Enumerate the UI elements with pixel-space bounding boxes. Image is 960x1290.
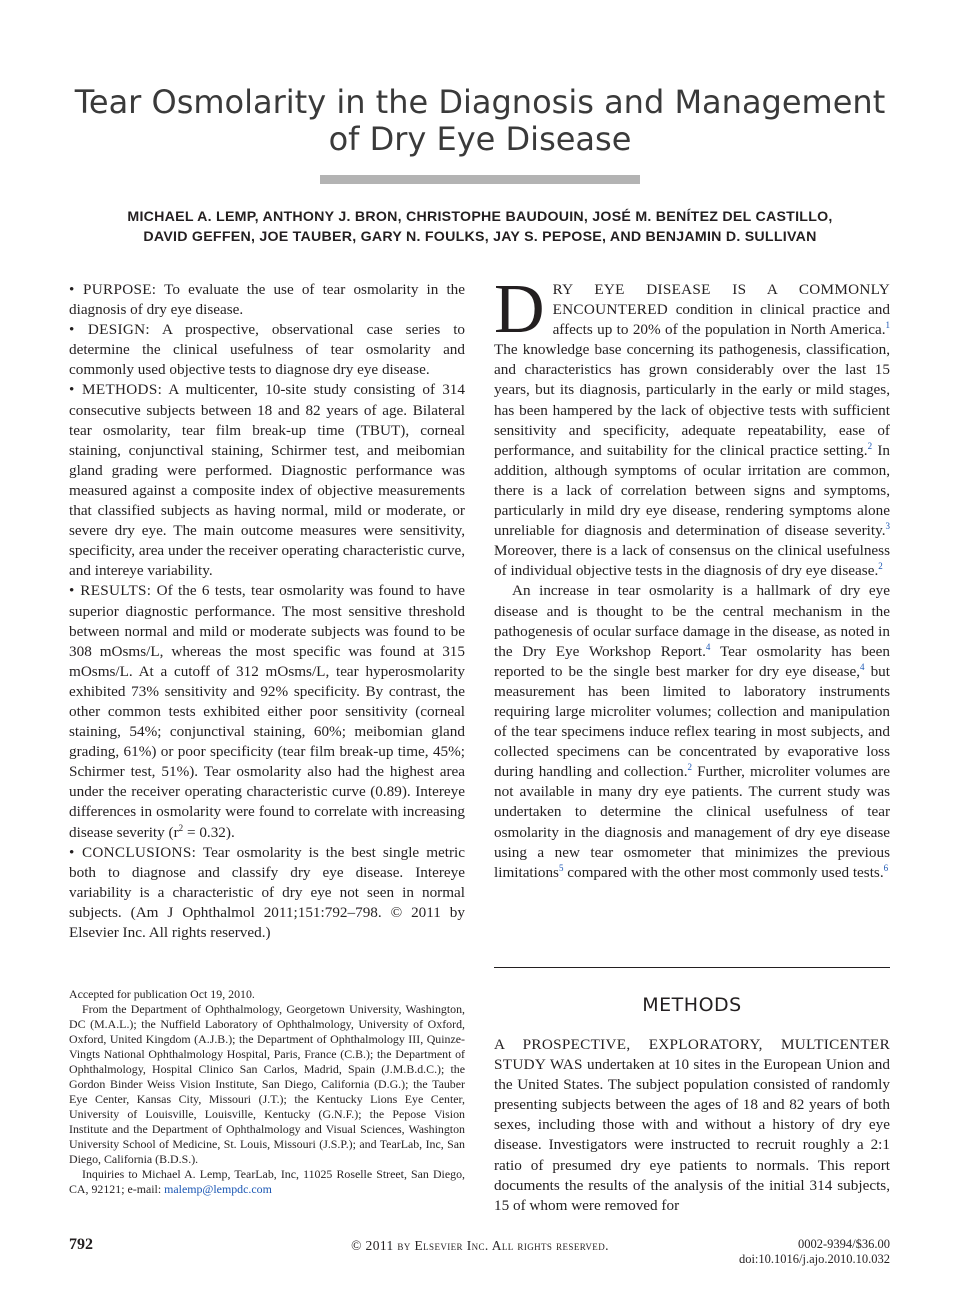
- title-divider: [320, 175, 640, 184]
- ref-link[interactable]: 4: [705, 641, 711, 652]
- conclusions-label: • CONCLUSIONS:: [69, 843, 197, 861]
- drop-cap: D: [494, 271, 545, 348]
- abstract-results: [69, 581, 465, 842]
- abstract-conclusions: [69, 843, 465, 943]
- intro-paragraph-2: [494, 581, 890, 882]
- ref-link[interactable]: 2: [687, 762, 693, 773]
- results-label: • RESULTS:: [69, 582, 152, 600]
- affiliation-footnote: [69, 987, 465, 1197]
- intro-paragraph-1: [494, 271, 891, 581]
- doi-link[interactable]: doi:10.1016/j.ajo.2010.10.032: [738, 1252, 890, 1266]
- methods-label: • METHODS:: [69, 381, 163, 399]
- methods-heading: METHODS: [642, 994, 742, 1016]
- section-divider: [494, 967, 890, 968]
- issn: 0002-9394/$36.00: [797, 1237, 890, 1251]
- intro-text: In addition, although symptoms of ocular irritation are common, there is a lack of correlation between signs and symptoms, particularly in mild dry eye disease, rendering symptoms alone unreliable for diagnosis and determination of disease severity.: [494, 441, 891, 540]
- ref-link[interactable]: 4: [860, 661, 865, 672]
- author-line-2: DAVID GEFFEN, JOE TAUBER, GARY N. FOULKS, JAY S. PEPOSE, AND BENJAMIN D. SULLIVAN: [143, 229, 817, 245]
- purpose-text: To evaluate the use of tear osmolarity in the diagnosis of dry eye disease.: [69, 281, 465, 319]
- design-label: • DESIGN:: [69, 321, 150, 339]
- methods-text: A multicenter, 10-site study consisting of 314 consecutive subjects between 18 and 82 years of age. Bilateral tear osmolarity, tear film break-up time (TBUT), corneal staining, conjunctival staining, Schirmer test, and meibomian gland grading were performed. Diagnostic performance was measured against a composite index of objective measurements that classified subjects as having normal, mild or moderate, or severe dry eye. The main outcome measures were sensitivity, specificity, area under the receiver operating characteristic curve, and intereye variability.: [69, 381, 465, 580]
- issn-doi: [739, 1237, 890, 1267]
- email-link[interactable]: malemp@lempdc.com: [164, 1182, 272, 1196]
- inquiries: [69, 1167, 465, 1197]
- ref-link[interactable]: 3: [885, 521, 890, 532]
- methods-paragraph: [494, 1035, 890, 1216]
- abstract-purpose: [69, 280, 465, 320]
- intro-text: The knowledge base concerning its pathogenesis, classification, and characteristics has grown considerably over the last 15 years, but its diagnosis, particularly in the early or mild stages, has been hampered by the lack of objective tests with sufficient sensitivity and specificity, adequate repeatability, ease of performance, and suitability for the clinical practice setting.: [494, 341, 890, 459]
- ref-link[interactable]: 1: [885, 320, 890, 331]
- article-title: Tear Osmolarity in the Diagnosis and Management of Dry Eye Disease: [74, 83, 886, 158]
- inquiries-text: Inquiries to Michael A. Lemp, TearLab, Inc, 11025 Roselle Street, San Diego, CA, 92121; e-mail:: [69, 1167, 465, 1196]
- author-list: [60, 207, 900, 247]
- affiliations: From the Department of Ophthalmology, Georgetown University, Washington, DC (M.A.L.); the Nuffield Laboratory of Ophthalmology, University of Oxford, Oxford, United Kingdom (A.J.B.); the Department of Ophthalmology III, Quinze-Vingts National Ophthalmology Hospital, Paris, France (C.B.); the Department of Ophthalmology, Hospital Clinico San Carlos, Madrid, Spain (J.M.B.d.C.); the Gordon Binder Weiss Vision Institute, San Diego, California (D.G.); the Tauber Eye Center, Kansas City, Missouri (J.T.); the Kentucky Lions Eye Center, University of Louisville, Louisville, Kentucky (G.N.F.); the Pepose Vision Institute and the Department of Ophthalmology and Visual Sciences, Washington University School of Medicine, St. Louis, Missouri (J.S.P.); and TearLab, Inc, San Diego, California (B.D.S.).: [69, 1002, 465, 1166]
- intro-text: condition in clinical practice and affects up to 20% of the population in North America.: [552, 301, 890, 339]
- ref-link[interactable]: 6: [883, 862, 889, 873]
- copyright-line: © 2011 by Elsevier Inc. All rights reserved.: [351, 1238, 609, 1253]
- conclusions-text: Tear osmolarity is the best single metric both to diagnose and classify dry eye disease. Intereye variability is a characteristic of dry eye not seen in normal subjects. (Am J Ophthalmol 2011;151:792–798. © 2011 by Elsevier Inc. All rights reserved.): [69, 843, 465, 941]
- ref-link[interactable]: 2: [878, 561, 883, 572]
- design-text: A prospective, observational case series to determine the clinical usefulness of tear osmolarity and commonly used objective tests to diagnose dry eye disease.: [69, 321, 466, 379]
- intro-text: Moreover, there is a lack of consensus on the clinical usefulness of individual objective tests in the diagnosis of dry eye disease.: [494, 542, 890, 580]
- intro-text: Further, microliter volumes are not available in many dry eye patients. The current study was undertaken to determine the clinical usefulness of tear osmolarity in the diagnosis and management of dry eye disease using a new tear osmometer that minimizes the previous limitations: [494, 763, 890, 881]
- results-superscript: 2: [178, 822, 184, 833]
- author-line-1: MICHAEL A. LEMP, ANTHONY J. BRON, CHRISTOPHE BAUDOUIN, JOSÉ M. BENÍTEZ DEL CASTILLO,: [127, 209, 833, 225]
- introduction: [494, 271, 891, 883]
- methods-body: undertaken at 10 sites in the European Union and the United States. The subject population consisted of randomly presenting subjects between the ages of 18 and 82 years of both sexes, including those with and without a history of dry eye disease. Investigators were instructed to recruit roughly a 2:1 ratio of presumed dry eye patients to normals. This report documents the results of the analysis of the initial 314 subjects, 15 of whom were removed for: [494, 1056, 890, 1214]
- intro-text: compared with the other most commonly used tests.: [563, 863, 884, 881]
- methods-section: [494, 1035, 890, 1216]
- intro-text: An increase in tear osmolarity is a hallmark of dry eye disease and is thought to be the central mechanism in the pathogenesis of ocular surface damage in the disease, as noted in the Dry Eye Workshop Report.: [494, 582, 890, 660]
- abstract: [69, 280, 465, 943]
- ref-link[interactable]: 2: [867, 440, 873, 451]
- accepted-date: Accepted for publication Oct 19, 2010.: [69, 987, 255, 1001]
- abstract-methods: [69, 380, 465, 581]
- ref-link[interactable]: 5: [558, 862, 564, 873]
- intro-lead-caps: RY EYE DISEASE IS A COMMONLY ENCOUNTERED: [552, 281, 890, 319]
- abstract-design: [69, 320, 465, 380]
- methods-lead-caps: A PROSPECTIVE, EXPLORATORY, MULTICENTER STUDY WAS: [494, 1036, 890, 1074]
- intro-text: Tear osmolarity has been reported to be the single best marker for dry eye disease,: [494, 642, 890, 680]
- results-text: Of the 6 tests, tear osmolarity was found to have superior diagnostic performance. The most sensitive threshold between normal and mild or moderate subjects was found to be 308 mOsms/L, whereas the most specific was found at 315 mOsms/L. At a cutoff of 312 mOsms/L, tear hyperosmolarity exhibited 73% sensitivity and 92% specificity. By contrast, the other common tests exhibited either poor sensitivity (corneal staining, 54%; conjunctival staining, 60%; meibomian gland grading, 61%) or poor specificity (tear film break-up time, 45%; Schirmer test, 51%). Tear osmolarity also had the highest area under the receiver operating characteristic curve (0.89). Intereye differences in osmolarity were found to correlate with increasing disease severity (r: [69, 582, 465, 841]
- results-text-end: = 0.32).: [183, 823, 235, 841]
- page-number: 792: [69, 1236, 93, 1253]
- intro-text: but measurement has been limited to laboratory instruments requiring large microliter volumes; collection and manipulation of the tear specimens induce reflex tearing in most subjects, and collected specimens can be concentrated by evaporative loss during handling and collection.: [494, 662, 890, 781]
- purpose-label: • PURPOSE:: [69, 281, 157, 298]
